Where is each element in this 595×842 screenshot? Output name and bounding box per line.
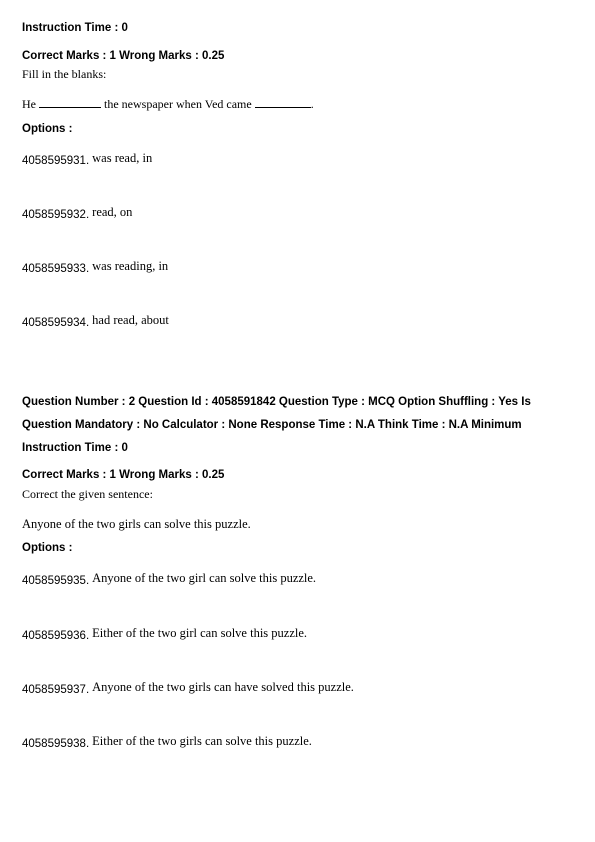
q1-option-1[interactable] — [22, 151, 152, 169]
q2-option-4[interactable] — [22, 734, 312, 752]
option-id: 4058595936. — [22, 630, 90, 642]
q1-prompt: Fill in the blanks: — [22, 67, 107, 81]
q2-option-1[interactable] — [22, 571, 316, 589]
q1-options-label: Options : — [22, 123, 73, 135]
q2-prompt: Correct the given sentence: — [22, 487, 153, 501]
option-text: was read, in — [92, 151, 153, 165]
q2-option-3[interactable] — [22, 680, 354, 698]
option-id: 4058595932. — [22, 209, 90, 221]
q2-header-line2: Question Mandatory : No Calculator : None Response Time : N.A Think Time : N.A Minimum — [22, 419, 522, 431]
q2-option-2[interactable] — [22, 626, 307, 644]
option-id: 4058595938. — [22, 738, 90, 750]
q1-sentence — [22, 97, 314, 112]
option-id: 4058595933. — [22, 263, 90, 275]
q1-option-3[interactable] — [22, 259, 168, 277]
option-text: read, on — [92, 205, 133, 219]
option-text: had read, about — [92, 313, 169, 327]
option-text: Anyone of the two girls can have solved this puzzle. — [92, 680, 354, 694]
option-id: 4058595934. — [22, 317, 90, 329]
q2-sentence: Anyone of the two girls can solve this puzzle. — [22, 517, 251, 531]
option-id: 4058595931. — [22, 155, 90, 167]
q2-instruction-time: Instruction Time : 0 — [22, 442, 128, 454]
q1-option-4[interactable] — [22, 313, 169, 331]
q1-sentence-part2: the newspaper when Ved came — [104, 97, 252, 111]
q2-marks: Correct Marks : 1 Wrong Marks : 0.25 — [22, 469, 225, 481]
q1-marks: Correct Marks : 1 Wrong Marks : 0.25 — [22, 50, 225, 62]
option-text: Either of the two girls can solve this puzzle. — [92, 734, 312, 748]
q1-blank-1 — [39, 97, 101, 108]
option-id: 4058595935. — [22, 575, 90, 587]
option-text: Anyone of the two girl can solve this puzzle. — [92, 571, 317, 585]
option-text: Either of the two girl can solve this puzzle. — [92, 626, 308, 640]
option-text: was reading, in — [92, 259, 169, 273]
q1-instruction-time: Instruction Time : 0 — [22, 22, 128, 34]
q2-options-label: Options : — [22, 542, 73, 554]
q1-blank-2 — [255, 97, 311, 108]
option-id: 4058595937. — [22, 684, 90, 696]
q1-option-2[interactable] — [22, 205, 132, 223]
q2-header-line1: Question Number : 2 Question Id : 4058591842 Question Type : MCQ Option Shuffling : Yes Is — [22, 396, 531, 408]
q1-sentence-end: . — [310, 97, 314, 111]
q1-sentence-part1: He — [22, 97, 36, 111]
